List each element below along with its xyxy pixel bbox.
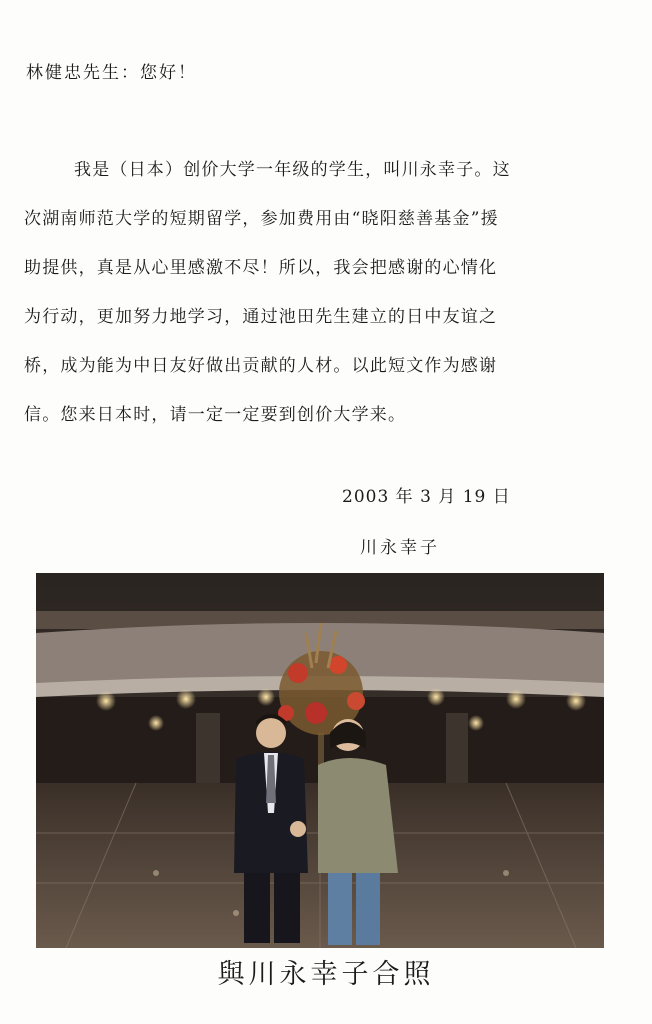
- letter-body-line: 信。您来日本时，请一定一定要到创价大学来。: [24, 405, 407, 425]
- letter-body-line: 我是（日本）创价大学一年级的学生，叫川永幸子。这: [74, 160, 511, 180]
- letter-body-line: 桥，成为能为中日友好做出贡献的人材。以此短文作为感谢: [24, 356, 498, 376]
- photo-caption: 與川永幸子合照: [217, 959, 435, 990]
- letter-body-line: 为行动，更加努力地学习，通过池田先生建立的日中友谊之: [24, 307, 498, 327]
- letter-body: [24, 146, 580, 440]
- hotel-lobby-photo: [36, 573, 604, 948]
- letter-body-line: 次湖南师范大学的短期留学，参加费用由“晓阳慈善基金”援: [24, 209, 499, 229]
- letter-greeting: 林健忠先生：您好！: [26, 63, 197, 83]
- letter-signature: 川永幸子: [360, 538, 440, 558]
- letter-body-line: 助提供，真是从心里感激不尽！所以，我会把感谢的心情化: [24, 258, 498, 278]
- photo: [36, 573, 604, 948]
- letter-date: 2003 年 3 月 19 日: [342, 487, 511, 507]
